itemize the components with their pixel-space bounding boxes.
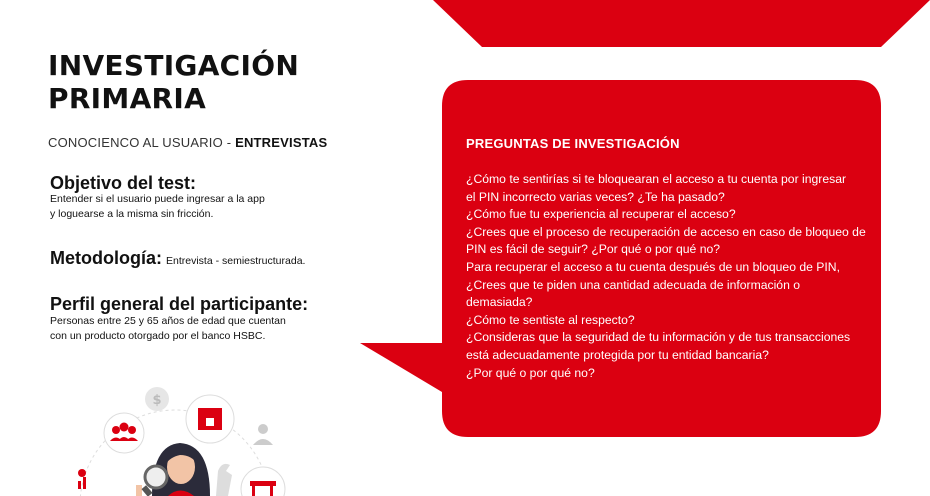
chess-knight-icon [216, 464, 232, 496]
methodology-text: Entrevista - semiestructurada. [165, 255, 306, 267]
subtitle-prefix: CONOCIENCO AL USUARIO - [48, 135, 236, 150]
title-line-1: INVESTIGACIÓN [48, 49, 300, 82]
profile-text: Personas entre 25 y 65 años de edad que cuentan con un producto otorgado por el banco HSBC. [50, 315, 286, 342]
panel-heading: PREGUNTAS DE INVESTIGACIÓN [466, 136, 680, 151]
users-group-icon [104, 413, 144, 453]
objective-text: Entender si el usuario puede ingresar a la app y loguearse a la misma sin fricción. [50, 193, 265, 220]
chart-icon [78, 469, 86, 489]
methodology-heading-label: Metodología: [50, 248, 162, 268]
research-questions-panel [466, 136, 866, 382]
profile-heading: Perfil general del participante: [50, 294, 309, 314]
objective-heading: Objetivo del test: [50, 173, 197, 193]
dollar-coin-icon [145, 387, 169, 411]
woman-with-magnifier-illustration [136, 443, 210, 496]
person-icon [253, 424, 273, 445]
hsbc-logo-icon [186, 395, 234, 443]
subtitle-bold: ENTREVISTAS [235, 135, 328, 150]
svg-text:$: $ [152, 393, 162, 408]
illustration [60, 385, 290, 496]
store-icon [241, 467, 285, 496]
title-line-2: PRIMARIA [48, 82, 207, 115]
questions-text: ¿Cómo te sentirías si te bloquearan el acceso a tu cuenta por ingresar el PIN incorrecto varias veces? ¿Te ha pasado? ¿Cómo fue tu experiencia al recuperar el acceso? ¿Crees que el proceso de recuperación de acceso en caso de bloqueo de PIN es fácil de seguir? ¿Por qué o por qué no? Para recuperar el acceso a tu cuenta después de un bloqueo de PIN, ¿Crees que te piden una cantidad adecuada de información o demasiada? ¿Cómo te sentiste al respecto? ¿Consideras que la seguridad de tu información y de tus transacciones está adecuadamente protegida por tu entidad bancaria? ¿Por qué o por qué no? [466, 172, 866, 380]
